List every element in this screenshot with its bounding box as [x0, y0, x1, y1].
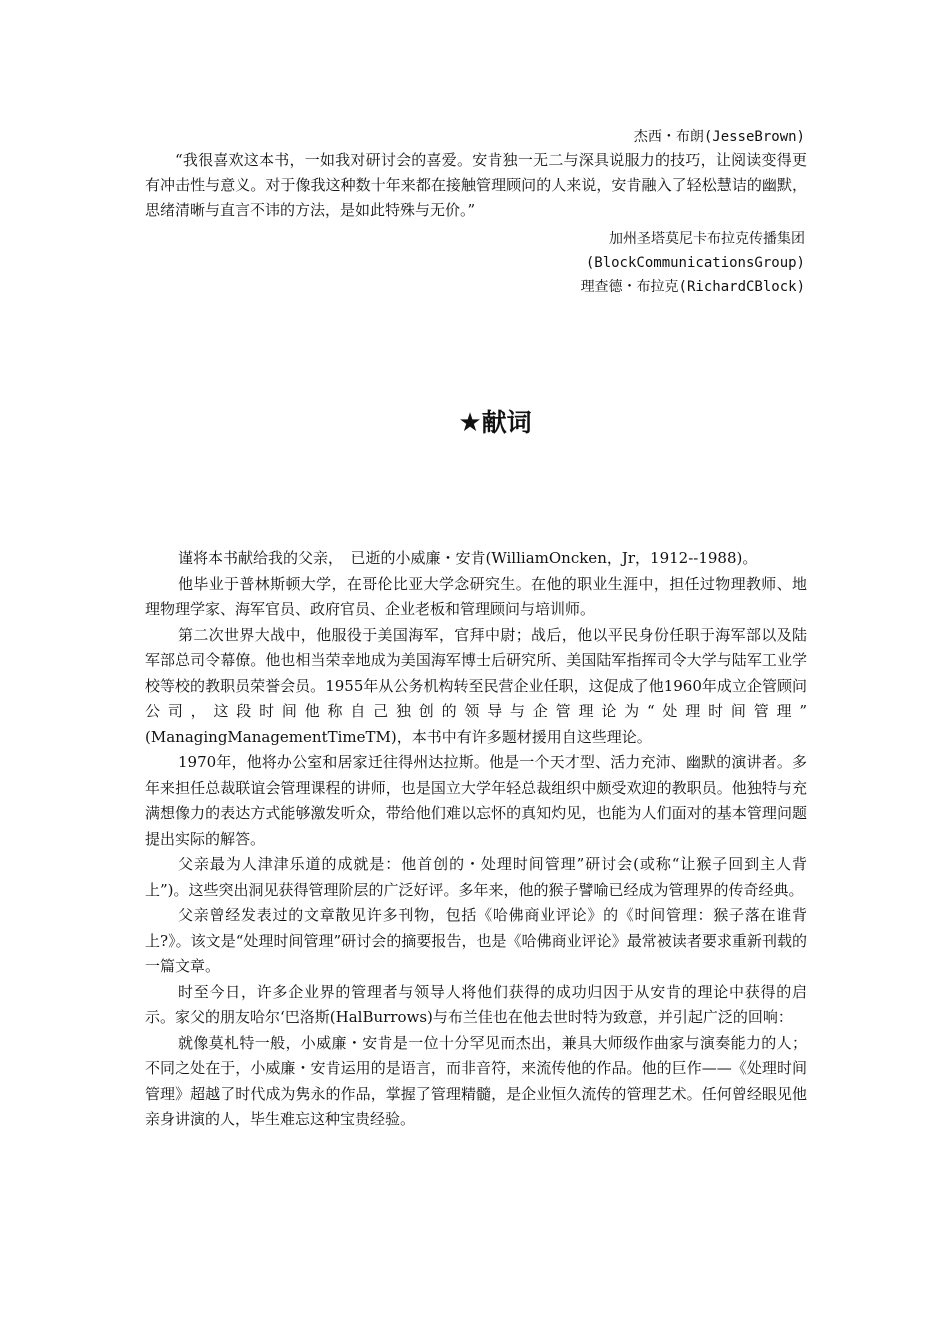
attribution-company-cn: 加州圣塔莫尼卡布拉克传播集团	[609, 231, 805, 247]
paragraph: 就像莫札特一般，小威廉・安肯是一位十分罕见而杰出，兼具大师级作曲家与演奏能力的人；不同之处在于，小威廉・安肯运用的是语言，而非音符，来流传他的作品。他的巨作——《处理时间管理》超越了时代成为隽永的作品，掌握了管理精髓，是企业恒久流传的管理艺术。任何曾经眼见他亲身讲演的人，毕生难忘这种宝贵经验。	[145, 1033, 807, 1128]
dedication-body	[145, 546, 807, 1133]
star-icon: ★	[458, 408, 482, 438]
section-title: 献词	[481, 408, 532, 437]
testimonial-quote: “我很喜欢这本书，一如我对研讨会的喜爱。安肯独一无二与深具说服力的技巧，让阅读变得更有冲击性与意义。对于像我这种数十年来都在接触管理顾问的人来说，安肯融入了轻松慧诘的幽默，思绪清晰与直言不讳的方法，是如此特殊与无价。”	[145, 151, 807, 219]
paragraph: 谨将本书献给我的父亲， 已逝的小威廉・安肯(WilliamOncken，Jr，1912--1988)。	[178, 549, 758, 567]
paragraph: 时至今日，许多企业界的管理者与领导人将他们获得的成功归因于从安肯的理论中获得的启示。家父的朋友哈尔‘巴洛斯(HalBurrows)与布兰佳也在他去世时特为致意，并引起广泛的回响：	[145, 982, 807, 1026]
section-heading	[0, 403, 950, 443]
paragraph: 父亲最为人津津乐道的成就是：他首创的・处理时间管理”研讨会(或称“让猴子回到主人背上”)。这些突出洞见获得管理阶层的广泛好评。多年来，他的猴子譬喻已经成为管理界的传奇经典。	[145, 855, 807, 899]
paragraph: 父亲曾经发表过的文章散见许多刊物，包括《哈佛商业评论》的《时间管理：猴子落在谁背上?》。该文是“处理时间管理”研讨会的摘要报告，也是《哈佛商业评论》最常被读者要求重新刊载的一篇文章。	[145, 906, 807, 975]
paragraph: 第二次世界大战中，他服役于美国海军，官拜中尉；战后，他以平民身份任职于海军部以及陆军部总司令幕僚。他也相当荣幸地成为美国海军博士后研究所、美国陆军指挥司令大学与陆军工业学校等校的教职员荣誉会员。1955年从公务机构转至民营企业任职，这促成了他1960年成立企管顾问公司，这段时间他称自己独创的领导与企管理论为“处理时间管理” (ManagingManagementTimeTM)，本书中有许多题材援用自这些理论。	[145, 625, 807, 746]
attribution-company-en: (BlockCommunicationsGroup)	[585, 255, 805, 271]
attribution-richard-block: 理查德・布拉克(RichardCBlock)	[580, 279, 805, 295]
paragraph: 他毕业于普林斯顿大学，在哥伦比亚大学念研究生。在他的职业生涯中，担任过物理教师、地理物理学家、海军官员、政府官员、企业老板和管理顾问与培训师。	[145, 574, 807, 618]
attribution-jesse-brown: 杰西・布朗(JesseBrown)	[633, 129, 805, 145]
paragraph: 1970年，他将办公室和居家迁往得州达拉斯。他是一个天才型、活力充沛、幽默的演讲者。多年来担任总裁联谊会管理课程的讲师，也是国立大学年轻总裁组织中颇受欢迎的教职员。他独特与充满想像力的表达方式能够激发听众，带给他们难以忘怀的真知灼见，也能为人们面对的基本管理问题提出实际的解答。	[145, 753, 807, 848]
